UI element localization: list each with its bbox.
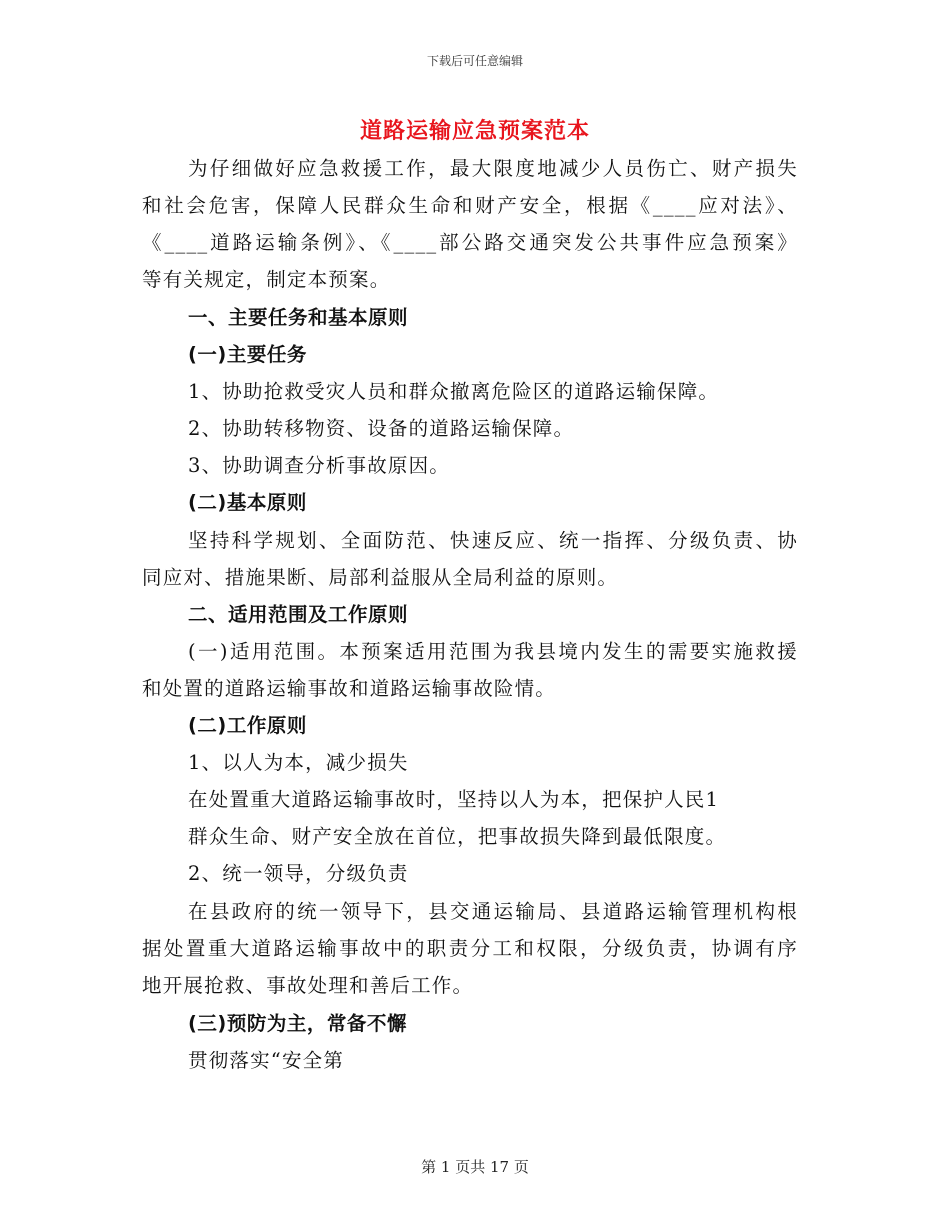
paragraph-line: 《____道路运输条例》、《____部公路交通突发公共事件应急预案》 — [142, 231, 798, 254]
paragraph-line: 在处置重大道路运输事故时，坚持以人为本，把保护人民1 — [188, 788, 720, 811]
list-item: 3、协助调查分析事故原因。 — [188, 454, 451, 477]
subsection-heading: (三)预防为主，常备不懈 — [188, 1012, 407, 1035]
section-heading: 二、适用范围及工作原则 — [188, 603, 409, 626]
paragraph-line: 群众生命、财产安全放在首位，把事故损失降到最低限度。 — [188, 825, 727, 848]
list-item: 2、协助转移物资、设备的道路运输保障。 — [188, 417, 575, 440]
subsection-heading: (二)基本原则 — [188, 491, 307, 514]
paragraph-line: 贯彻落实“安全第 — [188, 1049, 345, 1072]
list-item: 2、统一领导，分级负责 — [188, 862, 409, 885]
paragraph-line: 地开展抢救、事故处理和善后工作。 — [142, 974, 474, 997]
subsection-heading: (二)工作原则 — [188, 714, 307, 737]
paragraph-line: 和处置的道路运输事故和道路运输事故险情。 — [142, 677, 557, 700]
paragraph-line: 在县政府的统一领导下，县交通运输局、县道路运输管理机构根 — [188, 900, 798, 923]
paragraph-line: 等有关规定，制定本预案。 — [142, 268, 391, 291]
section-heading: 一、主要任务和基本原则 — [188, 306, 409, 329]
page-footer: 第 1 页共 17 页 — [421, 1158, 529, 1176]
paragraph-line: (一)适用范围。本预案适用范围为我县境内发生的需要实施救援 — [188, 640, 798, 663]
paragraph-line: 坚持科学规划、全面防范、快速反应、统一指挥、分级负责、协 — [188, 529, 798, 552]
paragraph-line: 同应对、措施果断、局部利益服从全局利益的原则。 — [142, 566, 619, 589]
list-item: 1、以人为本，减少损失 — [188, 751, 409, 774]
subsection-heading: (一)主要任务 — [188, 343, 307, 366]
document-title: 道路运输应急预案范本 — [359, 118, 590, 144]
list-item: 1、协助抢救受灾人员和群众撤离危险区的道路运输保障。 — [188, 380, 720, 403]
paragraph-line: 据处置重大道路运输事故中的职责分工和权限，分级负责，协调有序 — [142, 937, 798, 960]
paragraph-line: 和社会危害，保障人民群众生命和财产安全，根据《____应对法》、 — [142, 194, 798, 217]
paragraph-line: 为仔细做好应急救援工作，最大限度地减少人员伤亡、财产损失 — [188, 157, 798, 180]
header-note: 下载后可任意编辑 — [426, 54, 523, 68]
